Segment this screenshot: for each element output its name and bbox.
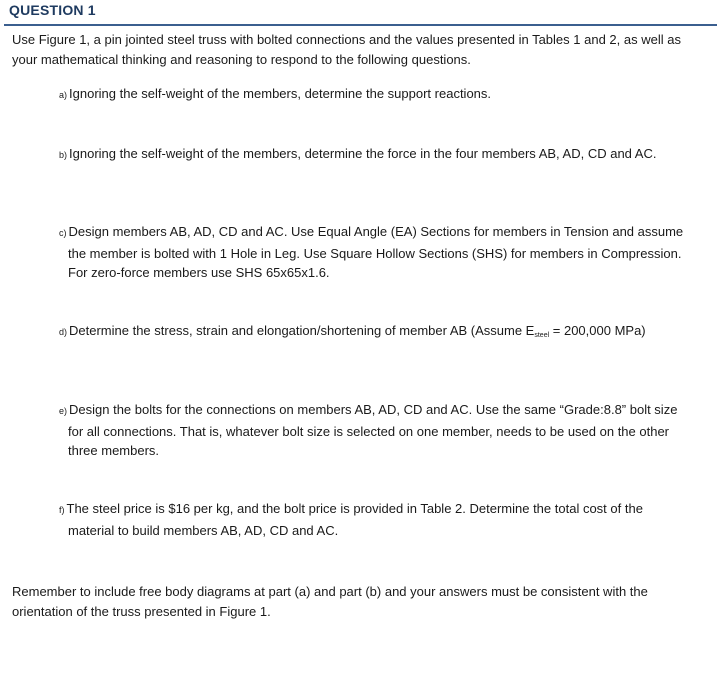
closing-line-2: orientation of the truss presented in Figure 1. [12,604,271,619]
part-e-marker: e) [59,406,68,416]
intro-line-1: Use Figure 1, a pin jointed steel truss with bolted connections and the values presented in Tables 1 and 2, as well as [12,32,681,47]
closing-line-1: Remember to include free body diagrams at part (a) and part (b) and your answers must be consistent with the [12,584,648,599]
part-f-line-2: material to build members AB, AD, CD and AC. [68,522,339,538]
part-d-marker: d) [59,327,68,337]
question-part-f [59,499,709,540]
part-c-line-1: Design members AB, AD, CD and AC. Use Equal Angle (EA) Sections for members in Tension and assume [68,224,684,239]
part-d-text-before: Determine the stress, strain and elongation/shortening of member AB (Assume E [69,323,535,338]
part-f-marker: f) [59,505,65,515]
part-c-marker: c) [59,228,67,238]
part-d-text-after: = 200,000 MPa) [549,323,646,338]
question-part-b [59,144,709,166]
part-e-line-3: three members. [68,443,160,458]
part-c-line-2: the member is bolted with 1 Hole in Leg. Use Square Hollow Sections (SHS) for members in Compression. [68,245,682,261]
part-a-text: Ignoring the self-weight of the members, determine the support reactions. [69,86,492,101]
part-e-line-1: Design the bolts for the connections on members AB, AD, CD and AC. Use the same “Grade:8.8” bolt size [69,402,678,417]
part-d-subscript: steel [534,332,550,339]
part-f-line-1: The steel price is $16 per kg, and the bolt price is provided in Table 2. Determine the total cost of the [66,501,643,516]
question-part-a [59,84,709,106]
part-e-line-2: for all connections. That is, whatever bolt size is selected on one member, needs to be used on the other [68,423,670,439]
intro-paragraph [12,30,712,70]
part-b-text: Ignoring the self-weight of the members, determine the force in the four members AB, AD, CD and AC. [69,146,657,161]
heading-underline [4,24,717,26]
part-a-marker: a) [59,90,68,100]
question-heading: QUESTION 1 [9,2,96,18]
question-part-d [59,321,709,346]
question-part-e [59,400,709,461]
part-b-marker: b) [59,150,68,160]
part-c-line-3: For zero-force members use SHS 65x65x1.6. [68,265,330,280]
intro-line-2: your mathematical thinking and reasoning to respond to the following questions. [12,52,471,67]
closing-paragraph [12,582,712,622]
question-part-c [59,222,709,283]
